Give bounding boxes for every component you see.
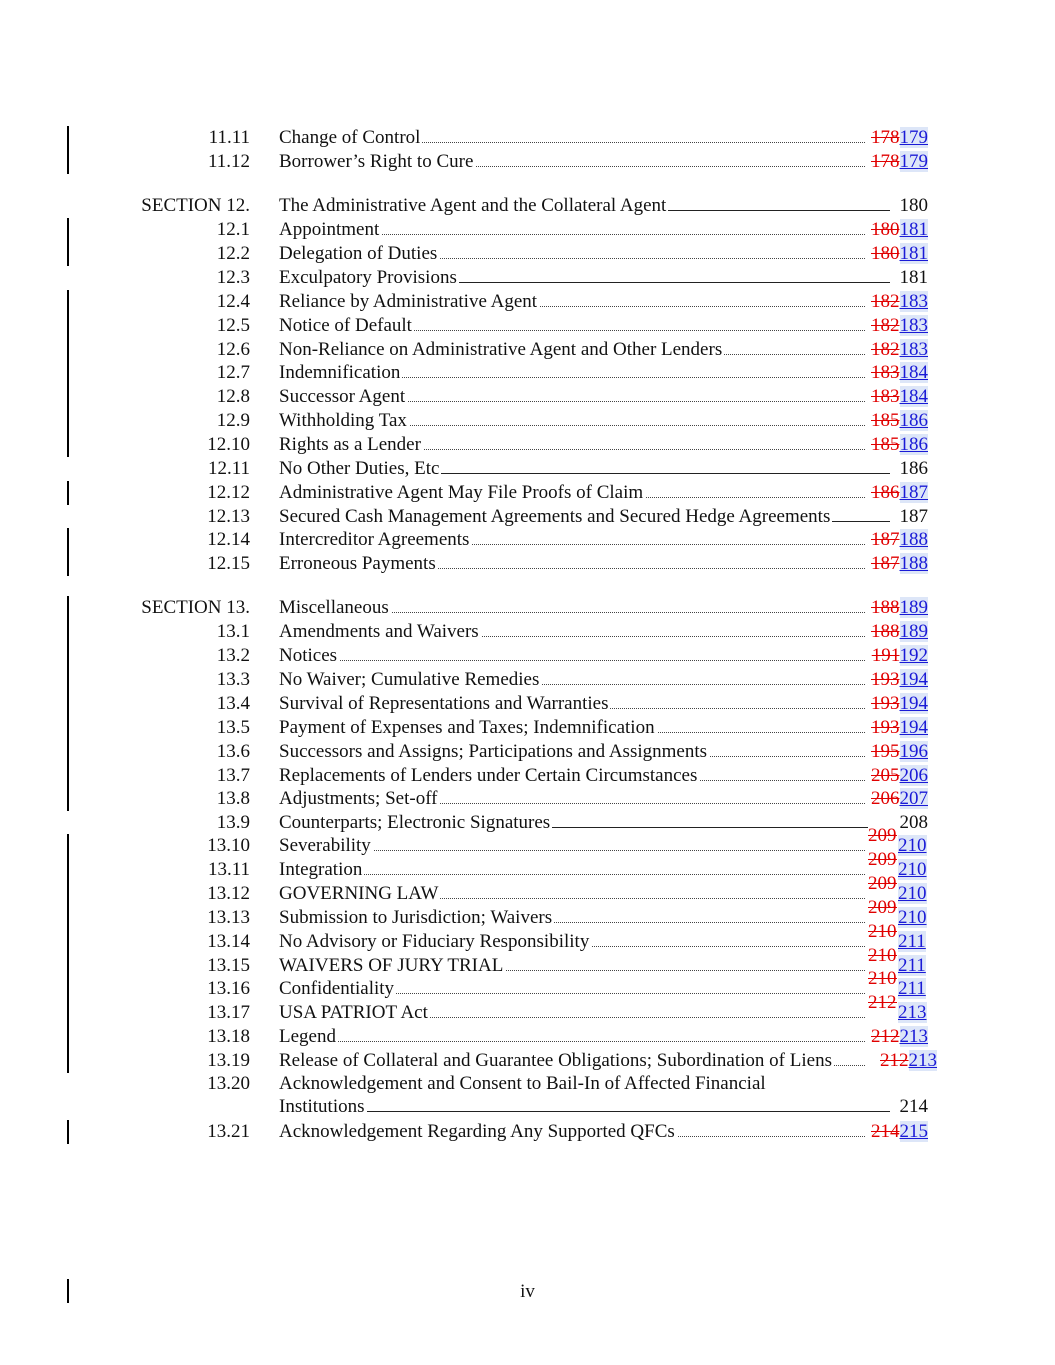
toc-entry-title[interactable]: The Administrative Agent and the Collateral Agent — [279, 195, 667, 216]
toc-entry-number: 12.15 — [207, 553, 250, 574]
change-bar — [67, 834, 69, 858]
toc-entry-number: 12.1 — [216, 219, 250, 240]
toc-entry-title[interactable]: Intercreditor Agreements — [279, 529, 470, 550]
change-bar — [67, 906, 69, 930]
toc-entry-title[interactable]: Indemnification — [279, 362, 401, 383]
toc-entry[interactable] — [0, 218, 1055, 242]
toc-page-reference[interactable] — [869, 596, 928, 620]
inserted-page-number[interactable]: 210 — [898, 859, 927, 880]
toc-page-reference[interactable] — [869, 361, 928, 385]
toc-page-reference[interactable] — [868, 873, 928, 906]
toc-entry[interactable] — [0, 505, 1055, 529]
toc-entry-number: 13.12 — [207, 883, 250, 904]
inserted-page-number[interactable]: 211 — [898, 978, 926, 999]
toc-page-reference[interactable] — [869, 1120, 928, 1144]
toc-entry-title[interactable]: Miscellaneous — [279, 597, 389, 618]
toc-entry[interactable] — [0, 921, 1055, 954]
inserted-page-number[interactable]: 179 — [899, 151, 928, 172]
toc-entry-number: 12.9 — [216, 410, 250, 431]
deleted-page-number: 188 — [871, 597, 900, 618]
toc-entry[interactable] — [0, 811, 1055, 835]
deleted-page-number: 214 — [871, 1121, 900, 1142]
toc-page-reference[interactable] — [869, 242, 928, 266]
inserted-page-number[interactable]: 186 — [899, 410, 928, 431]
toc-entry-number: 12.5 — [216, 315, 250, 336]
toc-entry-number: 11.12 — [207, 151, 250, 172]
toc-entry-number: 13.1 — [216, 621, 250, 642]
toc-page-reference[interactable] — [868, 849, 928, 882]
toc-entry-title[interactable]: Reliance by Administrative Agent — [279, 291, 538, 312]
toc-entry-title[interactable]: Submission to Jurisdiction; Waivers — [279, 907, 553, 928]
change-bar — [67, 668, 69, 692]
toc-entry-title[interactable]: Replacements of Lenders under Certain Circumstances — [279, 765, 698, 786]
toc-page-reference[interactable] — [869, 314, 928, 338]
change-bar — [67, 787, 69, 811]
deleted-page-number: 210 — [868, 921, 897, 942]
change-bar — [67, 528, 69, 552]
toc-entry-number: SECTION 12. — [141, 195, 250, 216]
change-bar — [67, 290, 69, 314]
inserted-page-number[interactable]: 184 — [899, 386, 928, 407]
toc-entry[interactable] — [0, 1025, 1055, 1049]
inserted-page-number[interactable]: 213 — [899, 1026, 928, 1047]
deleted-page-number: 193 — [871, 717, 900, 738]
toc-entry-title[interactable]: Integration — [279, 859, 363, 880]
deleted-page-number: 212 — [871, 1026, 900, 1047]
toc-entry-number: 13.16 — [207, 978, 250, 999]
toc-entry-number: 13.14 — [207, 931, 250, 952]
toc-entry-title[interactable]: Non-Reliance on Administrative Agent and Other Lenders — [279, 339, 723, 360]
toc-entry-title[interactable]: Survival of Representations and Warranties — [279, 693, 609, 714]
toc-page-reference[interactable] — [869, 764, 928, 788]
toc-entry-number: 12.13 — [207, 506, 250, 527]
toc-entry[interactable] — [0, 1049, 1055, 1073]
toc-entry-title[interactable]: Acknowledgement Regarding Any Supported QFCs — [279, 1121, 675, 1142]
toc-entry[interactable] — [0, 716, 1055, 740]
toc-entry-number: 13.13 — [207, 907, 250, 928]
toc-entry[interactable] — [0, 968, 1055, 1001]
change-bar — [67, 1120, 69, 1144]
toc-entry[interactable] — [0, 945, 1055, 978]
change-bar — [67, 858, 69, 882]
change-bar — [67, 481, 69, 505]
toc-entry-title[interactable]: USA PATRIOT Act — [279, 1002, 428, 1023]
page-number: 180 — [899, 195, 928, 216]
deleted-page-number: 205 — [871, 765, 900, 786]
toc-entry[interactable] — [0, 787, 1055, 811]
change-bar — [67, 977, 69, 1001]
inserted-page-number[interactable]: 192 — [899, 645, 928, 666]
toc-entry-number: 13.2 — [216, 645, 250, 666]
toc-entry[interactable] — [0, 409, 1055, 433]
toc-entry[interactable] — [0, 385, 1055, 409]
toc-entry-number: 13.8 — [216, 788, 250, 809]
inserted-page-number[interactable]: 196 — [899, 741, 928, 762]
toc-entry-title[interactable]: Acknowledgement and Consent to Bail-In of Affected Financial — [279, 1073, 766, 1094]
toc-entry[interactable] — [0, 1072, 1055, 1096]
toc-entry[interactable] — [0, 825, 1055, 858]
change-bar — [67, 150, 69, 174]
toc-entry-title[interactable]: Rights as a Lender — [279, 434, 421, 455]
change-bar — [67, 1025, 69, 1049]
change-bar — [67, 1001, 69, 1025]
toc-entry-number: 12.2 — [216, 243, 250, 264]
inserted-page-number[interactable]: 181 — [899, 219, 928, 240]
toc-entry-title[interactable]: Amendments and Waivers — [279, 621, 479, 642]
page-number: 214 — [899, 1096, 928, 1117]
inserted-page-number[interactable]: 187 — [899, 482, 928, 503]
inserted-page-number[interactable]: 215 — [899, 1121, 928, 1142]
toc-entry[interactable] — [0, 1120, 1055, 1144]
deleted-page-number: 210 — [868, 945, 897, 966]
inserted-page-number[interactable]: 210 — [898, 907, 927, 928]
inserted-page-number[interactable]: 210 — [898, 883, 927, 904]
toc-entry-title[interactable]: Erroneous Payments — [279, 553, 436, 574]
inserted-page-number[interactable]: 189 — [899, 621, 928, 642]
toc-entry[interactable] — [0, 644, 1055, 668]
toc-entry-title[interactable]: Confidentiality — [279, 978, 395, 999]
toc-entry[interactable] — [0, 126, 1055, 150]
deleted-page-number: 178 — [871, 127, 900, 148]
toc-entry-number: 12.7 — [216, 362, 250, 383]
toc-page-reference[interactable] — [868, 992, 928, 1025]
toc-entry[interactable] — [0, 1095, 1055, 1119]
toc-page-reference[interactable] — [898, 457, 929, 481]
toc-entry-number: 11.11 — [208, 127, 250, 148]
toc-entry-title[interactable]: Adjustments; Set-off — [279, 788, 438, 809]
toc-page-reference[interactable] — [869, 409, 928, 433]
toc-entry-title[interactable]: Payment of Expenses and Taxes; Indemnification — [279, 717, 655, 738]
page-number: iv — [520, 1281, 535, 1302]
toc-entry[interactable] — [0, 361, 1055, 385]
toc-entry[interactable] — [0, 290, 1055, 314]
toc-entry-number: 13.17 — [207, 1002, 250, 1023]
deleted-page-number: 187 — [871, 529, 900, 550]
toc-page-reference[interactable] — [869, 620, 928, 644]
toc-entry-number: 13.7 — [216, 765, 250, 786]
toc-page-reference[interactable] — [868, 825, 928, 858]
toc-page-reference[interactable] — [878, 1049, 937, 1073]
inserted-page-number[interactable]: 206 — [899, 765, 928, 786]
toc-entry-title[interactable]: Release of Collateral and Guarantee Obligations; Subordination of Liens — [279, 1050, 832, 1071]
toc-entry[interactable] — [0, 194, 1055, 218]
toc-entry-number: 12.10 — [207, 434, 250, 455]
inserted-page-number[interactable]: 184 — [899, 362, 928, 383]
change-bar — [67, 433, 69, 457]
toc-entry[interactable] — [0, 897, 1055, 930]
change-bar — [67, 385, 69, 409]
deleted-page-number: 193 — [871, 693, 900, 714]
inserted-page-number[interactable]: 186 — [899, 434, 928, 455]
change-bar — [67, 740, 69, 764]
toc-entry-title[interactable]: Counterparts; Electronic Signatures — [279, 812, 551, 833]
change-bar — [67, 1049, 69, 1073]
toc-entry-title[interactable]: Borrower’s Right to Cure — [279, 151, 474, 172]
toc-entry-title[interactable]: No Other Duties, Etc — [279, 458, 440, 479]
toc-page-reference[interactable] — [869, 338, 928, 362]
inserted-page-number[interactable]: 207 — [899, 788, 928, 809]
toc-entry-number: 12.12 — [207, 482, 250, 503]
toc-entry-title[interactable]: No Waiver; Cumulative Remedies — [279, 669, 540, 690]
change-bar — [67, 930, 69, 954]
inserted-page-number[interactable]: 188 — [899, 529, 928, 550]
toc-entry-number: SECTION 13. — [141, 597, 250, 618]
change-bar — [67, 361, 69, 385]
toc-entry-number: 12.4 — [216, 291, 250, 312]
toc-entry[interactable] — [0, 764, 1055, 788]
toc-entry-number: 12.11 — [207, 458, 250, 479]
toc-leader — [279, 660, 865, 661]
deleted-page-number: 209 — [868, 897, 897, 918]
toc-page-reference[interactable] — [869, 552, 928, 576]
change-bar — [67, 596, 69, 620]
toc-entry-number: 13.5 — [216, 717, 250, 738]
toc-entry-number: 13.21 — [207, 1121, 250, 1142]
inserted-page-number[interactable]: 183 — [899, 339, 928, 360]
deleted-page-number: 209 — [868, 825, 897, 846]
deleted-page-number: 182 — [871, 291, 900, 312]
change-bar — [67, 882, 69, 906]
toc-page-reference[interactable] — [869, 385, 928, 409]
deleted-page-number: 191 — [871, 645, 900, 666]
deleted-page-number: 182 — [871, 339, 900, 360]
toc-entry-title[interactable]: GOVERNING LAW — [279, 883, 439, 904]
toc-page-reference[interactable] — [869, 668, 928, 692]
inserted-page-number[interactable]: 179 — [899, 127, 928, 148]
toc-entry[interactable] — [0, 481, 1055, 505]
deleted-page-number: 209 — [868, 849, 897, 870]
toc-entry-title[interactable]: WAIVERS OF JURY TRIAL — [279, 955, 504, 976]
deleted-page-number: 185 — [871, 434, 900, 455]
page-number: 208 — [899, 812, 928, 833]
toc-page-reference[interactable] — [869, 481, 928, 505]
toc-leader — [279, 1041, 865, 1042]
toc-page-reference[interactable] — [869, 433, 928, 457]
inserted-page-number[interactable]: 189 — [899, 597, 928, 618]
toc-entry-number: 13.15 — [207, 955, 250, 976]
toc-entry-number: 13.10 — [207, 835, 250, 856]
toc-entry-number: 13.18 — [207, 1026, 250, 1047]
toc-entry-title[interactable]: Exculpatory Provisions — [279, 267, 457, 288]
toc-page-reference[interactable] — [898, 811, 929, 835]
deleted-page-number: 188 — [871, 621, 900, 642]
toc-entry-title[interactable]: Severability — [279, 835, 371, 856]
deleted-page-number: 210 — [868, 968, 897, 989]
toc-entry[interactable] — [0, 457, 1055, 481]
toc-entry[interactable] — [0, 620, 1055, 644]
toc-leader — [279, 874, 865, 875]
toc-entry[interactable] — [0, 992, 1055, 1025]
change-bar — [67, 716, 69, 740]
toc-entry[interactable] — [0, 150, 1055, 174]
deleted-page-number: 180 — [871, 243, 900, 264]
toc-page-reference[interactable] — [870, 644, 928, 668]
toc-page-reference[interactable] — [898, 505, 929, 529]
toc-entry-title[interactable]: Administrative Agent May File Proofs of Claim — [279, 482, 644, 503]
toc-entry[interactable] — [0, 740, 1055, 764]
toc-page-reference[interactable] — [869, 528, 928, 552]
page-number: 181 — [899, 267, 928, 288]
change-bar — [67, 764, 69, 788]
inserted-page-number[interactable]: 183 — [899, 315, 928, 336]
toc-page-reference[interactable] — [869, 740, 928, 764]
toc-entry-number: 13.11 — [207, 859, 250, 880]
toc-entry-title[interactable]: Secured Cash Management Agreements and Secured Hedge Agreements — [279, 506, 831, 527]
toc-entry-title[interactable]: Withholding Tax — [279, 410, 407, 431]
toc-page-reference[interactable] — [868, 968, 928, 1001]
deleted-page-number: 195 — [871, 741, 900, 762]
inserted-page-number[interactable]: 194 — [899, 717, 928, 738]
toc-entry[interactable] — [0, 873, 1055, 906]
toc-entry-title[interactable]: No Advisory or Fiduciary Responsibility — [279, 931, 590, 952]
toc-page-reference[interactable] — [869, 787, 928, 811]
toc-entry-number: 13.4 — [216, 693, 250, 714]
toc-entry[interactable] — [0, 552, 1055, 576]
change-bar — [67, 218, 69, 242]
change-bar — [67, 620, 69, 644]
deleted-page-number: 187 — [871, 553, 900, 574]
toc-page-reference[interactable] — [869, 716, 928, 740]
inserted-page-number[interactable]: 181 — [899, 243, 928, 264]
toc-page-reference[interactable] — [868, 921, 928, 954]
toc-entry[interactable] — [0, 849, 1055, 882]
change-bar — [67, 552, 69, 576]
deleted-page-number: 186 — [871, 482, 900, 503]
toc-entry[interactable] — [0, 338, 1055, 362]
change-bar — [67, 242, 69, 266]
toc-entry-number: 12.8 — [216, 386, 250, 407]
toc-entry-title[interactable]: Change of Control — [279, 127, 421, 148]
toc-entry-number: 13.20 — [207, 1073, 250, 1094]
page-number: 186 — [899, 458, 928, 479]
toc-page-reference[interactable] — [868, 945, 928, 978]
toc-leader — [279, 1111, 890, 1112]
toc-entry[interactable] — [0, 528, 1055, 552]
toc-entry-number: 13.6 — [216, 741, 250, 762]
toc-page-reference[interactable] — [869, 290, 928, 314]
change-bar — [67, 954, 69, 978]
change-bar — [67, 126, 69, 150]
change-bar — [67, 692, 69, 716]
toc-entry-number: 13.3 — [216, 669, 250, 690]
toc-entry[interactable] — [0, 596, 1055, 620]
toc-entry-number: 12.14 — [207, 529, 250, 550]
inserted-page-number[interactable]: 210 — [898, 835, 927, 856]
toc-entry-title[interactable]: Notice of Default — [279, 315, 412, 336]
toc-entry-number: 13.19 — [207, 1050, 250, 1071]
toc-entry-title[interactable]: Institutions — [279, 1096, 365, 1117]
deleted-page-number: 185 — [871, 410, 900, 431]
inserted-page-number[interactable]: 213 — [908, 1050, 937, 1071]
inserted-page-number[interactable]: 211 — [898, 955, 926, 976]
deleted-page-number: 178 — [871, 151, 900, 172]
toc-entry[interactable] — [0, 433, 1055, 457]
toc-entry-title[interactable]: Appointment — [279, 219, 380, 240]
toc-page-reference[interactable] — [898, 194, 929, 218]
toc-page-reference[interactable] — [869, 692, 928, 716]
change-bar — [67, 314, 69, 338]
inserted-page-number[interactable]: 194 — [899, 669, 928, 690]
deleted-page-number: 212 — [868, 992, 897, 1013]
toc-page-reference[interactable] — [868, 897, 928, 930]
change-bar — [67, 338, 69, 362]
toc-entry[interactable] — [0, 668, 1055, 692]
deleted-page-number: 182 — [871, 315, 900, 336]
toc-entry-title[interactable]: Notices — [279, 645, 338, 666]
change-bar — [67, 644, 69, 668]
inserted-page-number[interactable]: 188 — [899, 553, 928, 574]
deleted-page-number: 183 — [871, 362, 900, 383]
toc-entry[interactable] — [0, 692, 1055, 716]
toc-page-reference[interactable] — [898, 1095, 929, 1119]
toc-page-reference[interactable] — [869, 1025, 928, 1049]
change-bar — [67, 409, 69, 433]
page-number: 187 — [899, 506, 928, 527]
toc-entry[interactable] — [0, 266, 1055, 290]
deleted-page-number: 180 — [871, 219, 900, 240]
toc-page-reference[interactable] — [869, 126, 928, 150]
toc-page-reference[interactable] — [898, 266, 929, 290]
deleted-page-number: 183 — [871, 386, 900, 407]
toc-page-reference[interactable] — [869, 150, 928, 174]
inserted-page-number[interactable]: 213 — [898, 1002, 927, 1023]
inserted-page-number[interactable]: 194 — [899, 693, 928, 714]
inserted-page-number[interactable]: 183 — [899, 291, 928, 312]
toc-entry-title[interactable]: Delegation of Duties — [279, 243, 438, 264]
deleted-page-number: 212 — [880, 1050, 909, 1071]
toc-entry-number: 12.3 — [216, 267, 250, 288]
toc-entry[interactable] — [0, 242, 1055, 266]
deleted-page-number: 193 — [871, 669, 900, 690]
toc-entry[interactable] — [0, 314, 1055, 338]
inserted-page-number[interactable]: 211 — [898, 931, 926, 952]
toc-entry-title[interactable]: Successors and Assigns; Participations and Assignments — [279, 741, 708, 762]
toc-entry-number: 13.9 — [216, 812, 250, 833]
toc-entry-number: 12.6 — [216, 339, 250, 360]
deleted-page-number: 206 — [871, 788, 900, 809]
toc-page-reference[interactable] — [869, 218, 928, 242]
toc-entry-title[interactable]: Successor Agent — [279, 386, 406, 407]
deleted-page-number: 209 — [868, 873, 897, 894]
toc-entry-title[interactable]: Legend — [279, 1026, 336, 1047]
